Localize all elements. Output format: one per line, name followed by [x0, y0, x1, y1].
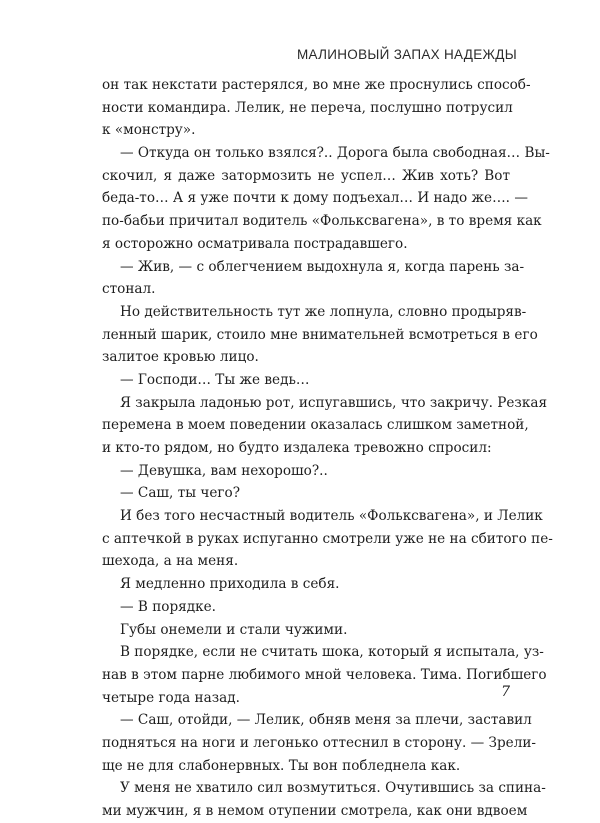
text-line: перемена в моем поведении оказалась слишком заметной, — [102, 417, 529, 434]
text-line: с аптечкой в руках испуганно смотрели уже не на сбитого пе- — [102, 530, 553, 547]
text-line: по-бабьи причитал водитель «Фольксвагена», в то время как — [102, 213, 542, 230]
text-line: стонал. — [102, 281, 156, 298]
text-line: — Саш, отойди, — Лелик, обняв меня за плечи, заставил — [120, 712, 532, 729]
text-line: четыре года назад. — [102, 689, 240, 706]
text-line: ще не для слабонервных. Ты вон побледнела как. — [102, 757, 461, 774]
text-line: — В порядке. — [120, 598, 216, 615]
text-line: Губы онемели и стали чужими. — [120, 621, 348, 638]
running-head-title: МАЛИНОВЫЙ ЗАПАХ НАДЕЖДЫ — [296, 47, 517, 62]
text-line: я осторожно осматривала пострадавшего. — [102, 235, 408, 252]
text-line: И без того несчастный водитель «Фольксвагена», и Лелик — [120, 508, 543, 525]
text-line: подняться на ноги и легонько оттеснил в сторону. — Зрели- — [102, 734, 537, 751]
text-line: залитое кровью лицо. — [102, 349, 259, 366]
text-line: У меня не хватило сил возмутиться. Очутившись за спина- — [120, 780, 546, 797]
text-line: ми мужчин, я в немом отупении смотрела, как они вдвоем — [102, 803, 528, 819]
text-line: и кто-то рядом, но будто издалека тревожно спросил: — [102, 440, 492, 456]
text-line: он так некстати растерялся, во мне же проснулись способ- — [102, 77, 531, 93]
text-line: — Жив, — с облегчением выдохнула я, когда парень за- — [120, 258, 525, 275]
text-line: В порядке, если не считать шока, который я испытала, уз- — [120, 644, 544, 661]
text-line: Но действительность тут же лопнула, словно продыряв- — [120, 303, 527, 320]
text-line: к «монстру». — [102, 122, 196, 139]
text-line: — Откуда он только взялся?.. Дорога была свободная… Вы- — [120, 145, 550, 162]
text-line: скочил, я даже затормозить не успел… Жив хоть? Вот — [102, 167, 510, 184]
text-line: шехода, а на меня. — [102, 553, 239, 570]
page-number: 7 — [501, 684, 510, 700]
text-line: — Саш, ты чего? — [120, 485, 240, 502]
text-line: Я медленно приходила в себя. — [120, 576, 340, 593]
text-line: ности командира. Лелик, не переча, послушно потрусил — [102, 99, 513, 116]
text-line: — Господи… Ты же ведь… — [120, 371, 310, 388]
text-line: беда-то… А я уже почти к дому подъехал… И надо же…. — — [102, 190, 528, 207]
text-line: Я закрыла ладонью рот, испугавшись, что закричу. Резкая — [120, 394, 548, 411]
body-text — [102, 74, 553, 823]
text-line: ленный шарик, стоило мне внимательней всмотреться в его — [102, 326, 538, 343]
text-line: — Девушка, вам нехорошо?.. — [120, 462, 328, 479]
text-line: нав в этом парне любимого мной человека. Тима. Погибшего — [102, 666, 547, 683]
